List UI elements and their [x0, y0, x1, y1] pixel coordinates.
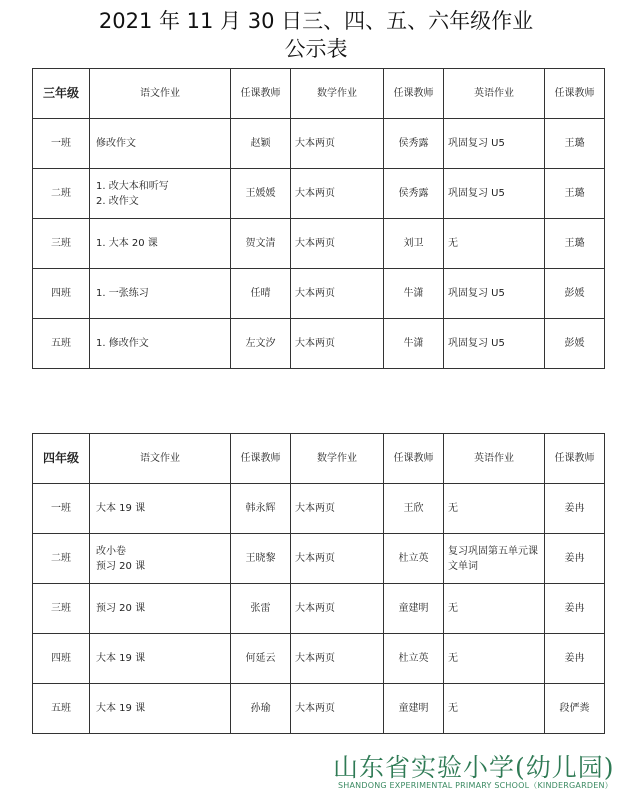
chinese-homework-line: 预习 20 课 [96, 560, 146, 572]
table-row [33, 534, 605, 584]
math-teacher-cell: 童建明 [384, 684, 444, 734]
english-homework-cell: 巩固复习 U5 [444, 169, 545, 219]
chinese-homework-cell [90, 269, 231, 319]
math-teacher-cell: 杜立英 [384, 534, 444, 584]
math-teacher-cell: 侯秀露 [384, 119, 444, 169]
english-teacher-cell: 彭媛 [545, 269, 605, 319]
english-homework-cell: 巩固复习 U5 [444, 119, 545, 169]
grade-label: 四年级 [33, 434, 90, 484]
chinese-homework-line: 1. 改大本和听写 [96, 180, 169, 192]
chinese-homework-line: 1. 大本 20 课 [96, 238, 158, 249]
chinese-homework-line: 大本 19 课 [96, 703, 146, 714]
math-homework-cell: 大本两页 [291, 169, 384, 219]
class-name-cell: 二班 [33, 534, 90, 584]
math-homework-cell: 大本两页 [291, 634, 384, 684]
header-english-teacher: 任课教师 [545, 69, 605, 119]
class-name-cell: 一班 [33, 119, 90, 169]
math-homework-cell: 大本两页 [291, 484, 384, 534]
header-math-teacher: 任课教师 [384, 434, 444, 484]
math-teacher-cell: 刘卫 [384, 219, 444, 269]
math-homework-cell: 大本两页 [291, 534, 384, 584]
chinese-homework-cell [90, 534, 231, 584]
class-name-cell: 五班 [33, 319, 90, 369]
math-homework-cell: 大本两页 [291, 119, 384, 169]
class-name-cell: 一班 [33, 484, 90, 534]
table-row [33, 269, 605, 319]
chinese-teacher-cell: 张雷 [231, 584, 291, 634]
class-name-cell: 三班 [33, 584, 90, 634]
chinese-homework-line: 大本 19 课 [96, 503, 146, 514]
class-name-cell: 四班 [33, 269, 90, 319]
english-homework-cell: 无 [444, 484, 545, 534]
chinese-homework-line: 1. 修改作文 [96, 338, 149, 349]
header-math: 数学作业 [291, 69, 384, 119]
chinese-homework-line: 1. 一张练习 [96, 288, 149, 299]
table-row [33, 219, 605, 269]
chinese-homework-line: 大本 19 课 [96, 653, 146, 664]
math-teacher-cell: 童建明 [384, 584, 444, 634]
english-teacher-cell: 段俨粪 [545, 684, 605, 734]
math-teacher-cell: 杜立英 [384, 634, 444, 684]
english-homework-cell: 无 [444, 684, 545, 734]
math-homework-cell: 大本两页 [291, 684, 384, 734]
english-homework-cell: 无 [444, 219, 545, 269]
chinese-teacher-cell: 何延云 [231, 634, 291, 684]
header-english: 英语作业 [444, 434, 545, 484]
english-teacher-cell: 姜冉 [545, 484, 605, 534]
chinese-teacher-cell: 孙瑜 [231, 684, 291, 734]
chinese-teacher-cell: 贺文清 [231, 219, 291, 269]
math-teacher-cell: 牛潇 [384, 269, 444, 319]
math-teacher-cell: 牛潇 [384, 319, 444, 369]
chinese-teacher-cell: 王媛媛 [231, 169, 291, 219]
chinese-teacher-cell: 赵颖 [231, 119, 291, 169]
table-header-row [33, 434, 605, 484]
chinese-homework-cell [90, 169, 231, 219]
header-chinese-teacher: 任课教师 [231, 434, 291, 484]
chinese-teacher-cell: 左文汐 [231, 319, 291, 369]
header-chinese-teacher: 任课教师 [231, 69, 291, 119]
class-name-cell: 三班 [33, 219, 90, 269]
english-teacher-cell: 王璐 [545, 119, 605, 169]
english-teacher-cell: 王璐 [545, 219, 605, 269]
grade-4-table [32, 433, 605, 734]
english-homework-cell: 巩固复习 U5 [444, 269, 545, 319]
class-name-cell: 四班 [33, 634, 90, 684]
table-row [33, 634, 605, 684]
table-header-row [33, 69, 605, 119]
math-teacher-cell: 王欣 [384, 484, 444, 534]
english-teacher-cell: 彭媛 [545, 319, 605, 369]
grade-label: 三年级 [33, 69, 90, 119]
table-row [33, 119, 605, 169]
header-english: 英语作业 [444, 69, 545, 119]
chinese-teacher-cell: 王晓黎 [231, 534, 291, 584]
table-row [33, 319, 605, 369]
english-homework-cell: 无 [444, 584, 545, 634]
math-homework-cell: 大本两页 [291, 219, 384, 269]
chinese-homework-cell [90, 319, 231, 369]
school-logo-text: 山东省实验小学(幼儿园) [333, 753, 615, 782]
page-title: 2021 年 11 月 30 日三、四、五、六年级作业 [98, 9, 534, 33]
header-chinese: 语文作业 [90, 434, 231, 484]
math-homework-cell: 大本两页 [291, 584, 384, 634]
english-homework-cell: 巩固复习 U5 [444, 319, 545, 369]
math-teacher-cell: 侯秀露 [384, 169, 444, 219]
chinese-homework-cell [90, 119, 231, 169]
english-homework-cell: 复习巩固第五单元课文单词 [444, 534, 545, 584]
chinese-homework-cell [90, 684, 231, 734]
english-teacher-cell: 王璐 [545, 169, 605, 219]
chinese-teacher-cell: 任晴 [231, 269, 291, 319]
chinese-homework-line: 2. 改作文 [96, 195, 139, 207]
header-english-teacher: 任课教师 [545, 434, 605, 484]
chinese-homework-line: 修改作文 [96, 138, 136, 149]
class-name-cell: 五班 [33, 684, 90, 734]
math-homework-cell: 大本两页 [291, 319, 384, 369]
chinese-homework-line: 改小卷 [96, 545, 126, 557]
chinese-homework-cell [90, 584, 231, 634]
class-name-cell: 二班 [33, 169, 90, 219]
chinese-homework-cell [90, 219, 231, 269]
header-chinese: 语文作业 [90, 69, 231, 119]
english-homework-cell: 无 [444, 634, 545, 684]
english-teacher-cell: 姜冉 [545, 634, 605, 684]
school-logo-english: SHANDONG EXPERIMENTAL PRIMARY SCHOOL（KINDERGARDEN） [338, 781, 613, 790]
english-teacher-cell: 姜冉 [545, 534, 605, 584]
chinese-teacher-cell: 韩永辉 [231, 484, 291, 534]
table-row [33, 484, 605, 534]
chinese-homework-cell [90, 484, 231, 534]
table-row [33, 584, 605, 634]
grade-3-table [32, 68, 605, 369]
page-subtitle: 公示表 [284, 37, 348, 61]
math-homework-cell: 大本两页 [291, 269, 384, 319]
table-row [33, 169, 605, 219]
header-math-teacher: 任课教师 [384, 69, 444, 119]
chinese-homework-line: 预习 20 课 [96, 603, 146, 614]
chinese-homework-cell [90, 634, 231, 684]
table-row [33, 684, 605, 734]
header-math: 数学作业 [291, 434, 384, 484]
english-teacher-cell: 姜冉 [545, 584, 605, 634]
